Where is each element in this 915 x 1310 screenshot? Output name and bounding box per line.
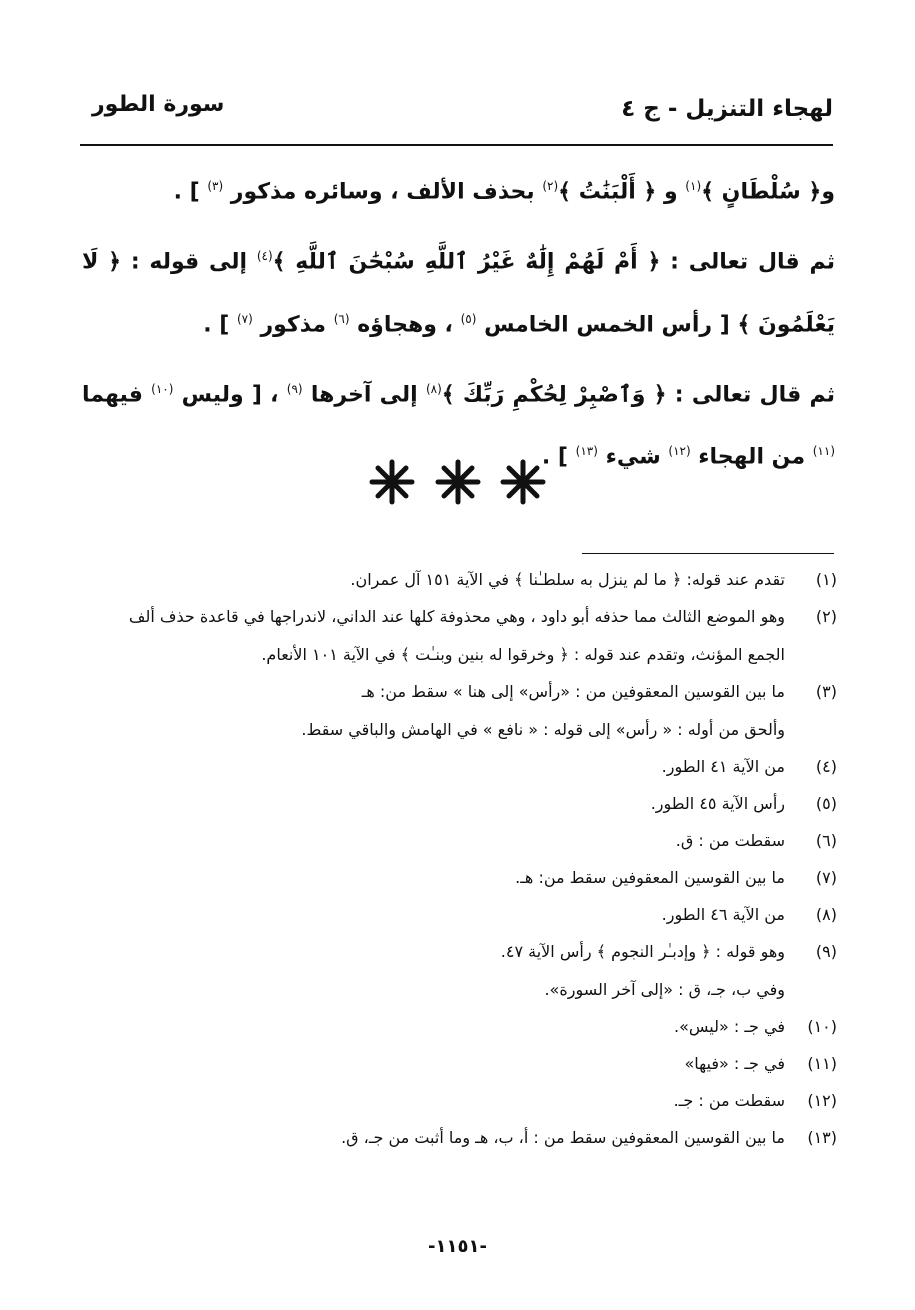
footnote-number: (٨) (815, 905, 837, 924)
text-fragment: من الهجاء (690, 444, 813, 470)
asterisk-ornament-icon (368, 458, 416, 506)
footnote-ref: (٩) (286, 381, 303, 396)
footnote-ref: (١٠) (151, 381, 174, 396)
footnote-text: ما بين القوسين المعقوفين سقط من : أ، ب، هـ وما أثبت من جـ، ق. (341, 1128, 785, 1147)
footnote (80, 794, 837, 814)
footnote-ref: (٥) (460, 311, 477, 326)
footnote-text: في جـ : «ليس». (674, 1017, 785, 1036)
text-fragment: مذكور (252, 311, 334, 337)
footnote-ref: (٢) (542, 179, 559, 193)
footnote-number: (٥) (815, 794, 837, 813)
footnote (80, 682, 837, 740)
footnote-text: تقدم عند قوله: ﴿ ما لم ينزل به سلطـٰنا ﴾ في الآية ١٥١ آل عمران. (350, 570, 785, 589)
text-fragment: و (821, 179, 835, 205)
footnote-text: من الآية ٤٦ الطور. (661, 905, 785, 924)
footnote-number: (٧) (815, 868, 837, 887)
text-fragment: ثم قال تعالى : (666, 382, 836, 408)
footnote-number: (١٣) (807, 1128, 837, 1147)
text-fragment: شيء (597, 444, 669, 470)
asterisk-ornament-icon (434, 458, 482, 506)
footnote-continuation: وألحق من أوله : « رأس» إلى قوله : « نافع » في الهامش والباقي سقط. (301, 720, 785, 739)
footnote (80, 1054, 837, 1074)
footnote-ref: (١١) (812, 444, 835, 459)
footnote (80, 570, 837, 590)
footnote-number: (٦) (815, 831, 837, 850)
footnote-number: (٣) (815, 682, 837, 701)
quran-verse: ﴿ أَمْ لَهُمْ إِلَٰهٌ غَيْرُ ٱللَّهِ سُبْحَٰنَ ٱللَّهِ ﴾ (272, 249, 661, 275)
footnote (80, 868, 837, 888)
footnote (80, 757, 837, 777)
footnote (80, 831, 837, 851)
footnote (80, 1128, 837, 1148)
footnote-text: سقطت من : جـ. (673, 1091, 785, 1110)
page-number: -١١٥١- (428, 1236, 487, 1257)
footnote-ref: (٦) (333, 311, 350, 326)
quran-word: ﴿ أَلْبَنَٰتُ ﴾ (558, 179, 657, 205)
text-fragment: ] . (541, 444, 576, 470)
asterisk-ornament-icon (499, 458, 547, 506)
text-fragment: ] . (203, 311, 237, 337)
footnote-number: (٩) (815, 942, 837, 961)
footnote-number: (٤) (815, 757, 837, 776)
footnotes (80, 570, 837, 1165)
section-divider-stars (0, 458, 915, 510)
footnote-ref: (١) (685, 179, 702, 193)
footnote-text: ما بين القوسين المعقوفين من : «رأس» إلى هنا » سقط من: هـ (361, 682, 785, 701)
footnote-text: من الآية ٤١ الطور. (661, 757, 785, 776)
footnote-ref: (٤) (256, 249, 273, 264)
footnote (80, 607, 837, 665)
text-fragment: ] . (173, 179, 208, 205)
footnote (80, 1017, 837, 1037)
footnote-number: (١١) (807, 1054, 837, 1073)
footnote-text: رأس الآية ٤٥ الطور. (650, 794, 785, 813)
footnote-number: (١) (815, 570, 837, 589)
text-fragment: [ رأس الخمس الخامس (476, 311, 738, 337)
quran-verse: ﴿ لَا يَعْلَمُونَ ﴾ (82, 249, 835, 337)
text-fragment: ، وهجاؤه (349, 311, 461, 337)
page-header (80, 88, 833, 138)
footnote-continuation: وفي ب، جـ، ق : «إلى آخر السورة». (544, 980, 785, 999)
quran-verse: ﴿ وَٱصْبِرْ لِحُكْمِ رَبِّكَ ﴾ (441, 382, 667, 408)
footnote-ref: (٨) (425, 381, 442, 396)
footnote-number: (١٠) (807, 1017, 837, 1036)
text-fragment: ثم قال تعالى : (660, 249, 835, 275)
header-divider (80, 144, 833, 146)
text-fragment: فيهما (82, 382, 152, 408)
footnote-text: في جـ : «فيها» (684, 1054, 785, 1073)
text-fragment: بحذف الألف ، وسائره مذكور (223, 179, 543, 205)
surah-title: سورة الطور (92, 92, 225, 117)
footnote-text: ما بين القوسين المعقوفين سقط من: هـ. (515, 868, 785, 887)
paragraph-2 (82, 228, 835, 353)
text-fragment: و (656, 179, 686, 205)
footnote-ref: (٣) (207, 179, 224, 193)
footnote-number: (١٢) (807, 1091, 837, 1110)
text-fragment: ، [ وليس (173, 382, 287, 408)
text-fragment: إلى قوله : (121, 249, 257, 275)
footnote-continuation: الجمع المؤنث، وتقدم عند قوله : ﴿ وخرقوا له بنين وبنـٰت ﴾ في الآية ١٠١ الأنعام. (261, 645, 785, 664)
footnote-ref: (١٢) (668, 444, 691, 459)
footnote (80, 1091, 837, 1111)
footnote-divider (582, 553, 834, 554)
footnote (80, 942, 837, 1000)
text-fragment: إلى آخرها (302, 382, 426, 408)
footnote-ref: (٧) (236, 311, 253, 326)
quran-word: ﴿ سُلْطَانٍ ﴾ (701, 179, 822, 205)
paragraph-1 (82, 158, 835, 220)
footnote-number: (٢) (815, 607, 837, 626)
footnote-text: وهو الموضع الثالث مما حذفه أبو داود ، وهي محذوفة كلها عند الداني، لاندراجها في قاعدة حذف ألف (128, 607, 785, 626)
footnote (80, 905, 837, 925)
main-text (82, 158, 835, 494)
book-title: لهجاء التنزيل - ج ٤ (621, 96, 833, 122)
footnote-ref: (١٣) (575, 444, 598, 459)
footnote-text: وهو قوله : ﴿ وإدبـٰر النجوم ﴾ رأس الآية ٤٧. (500, 942, 785, 961)
footnote-text: سقطت من : ق. (675, 831, 785, 850)
